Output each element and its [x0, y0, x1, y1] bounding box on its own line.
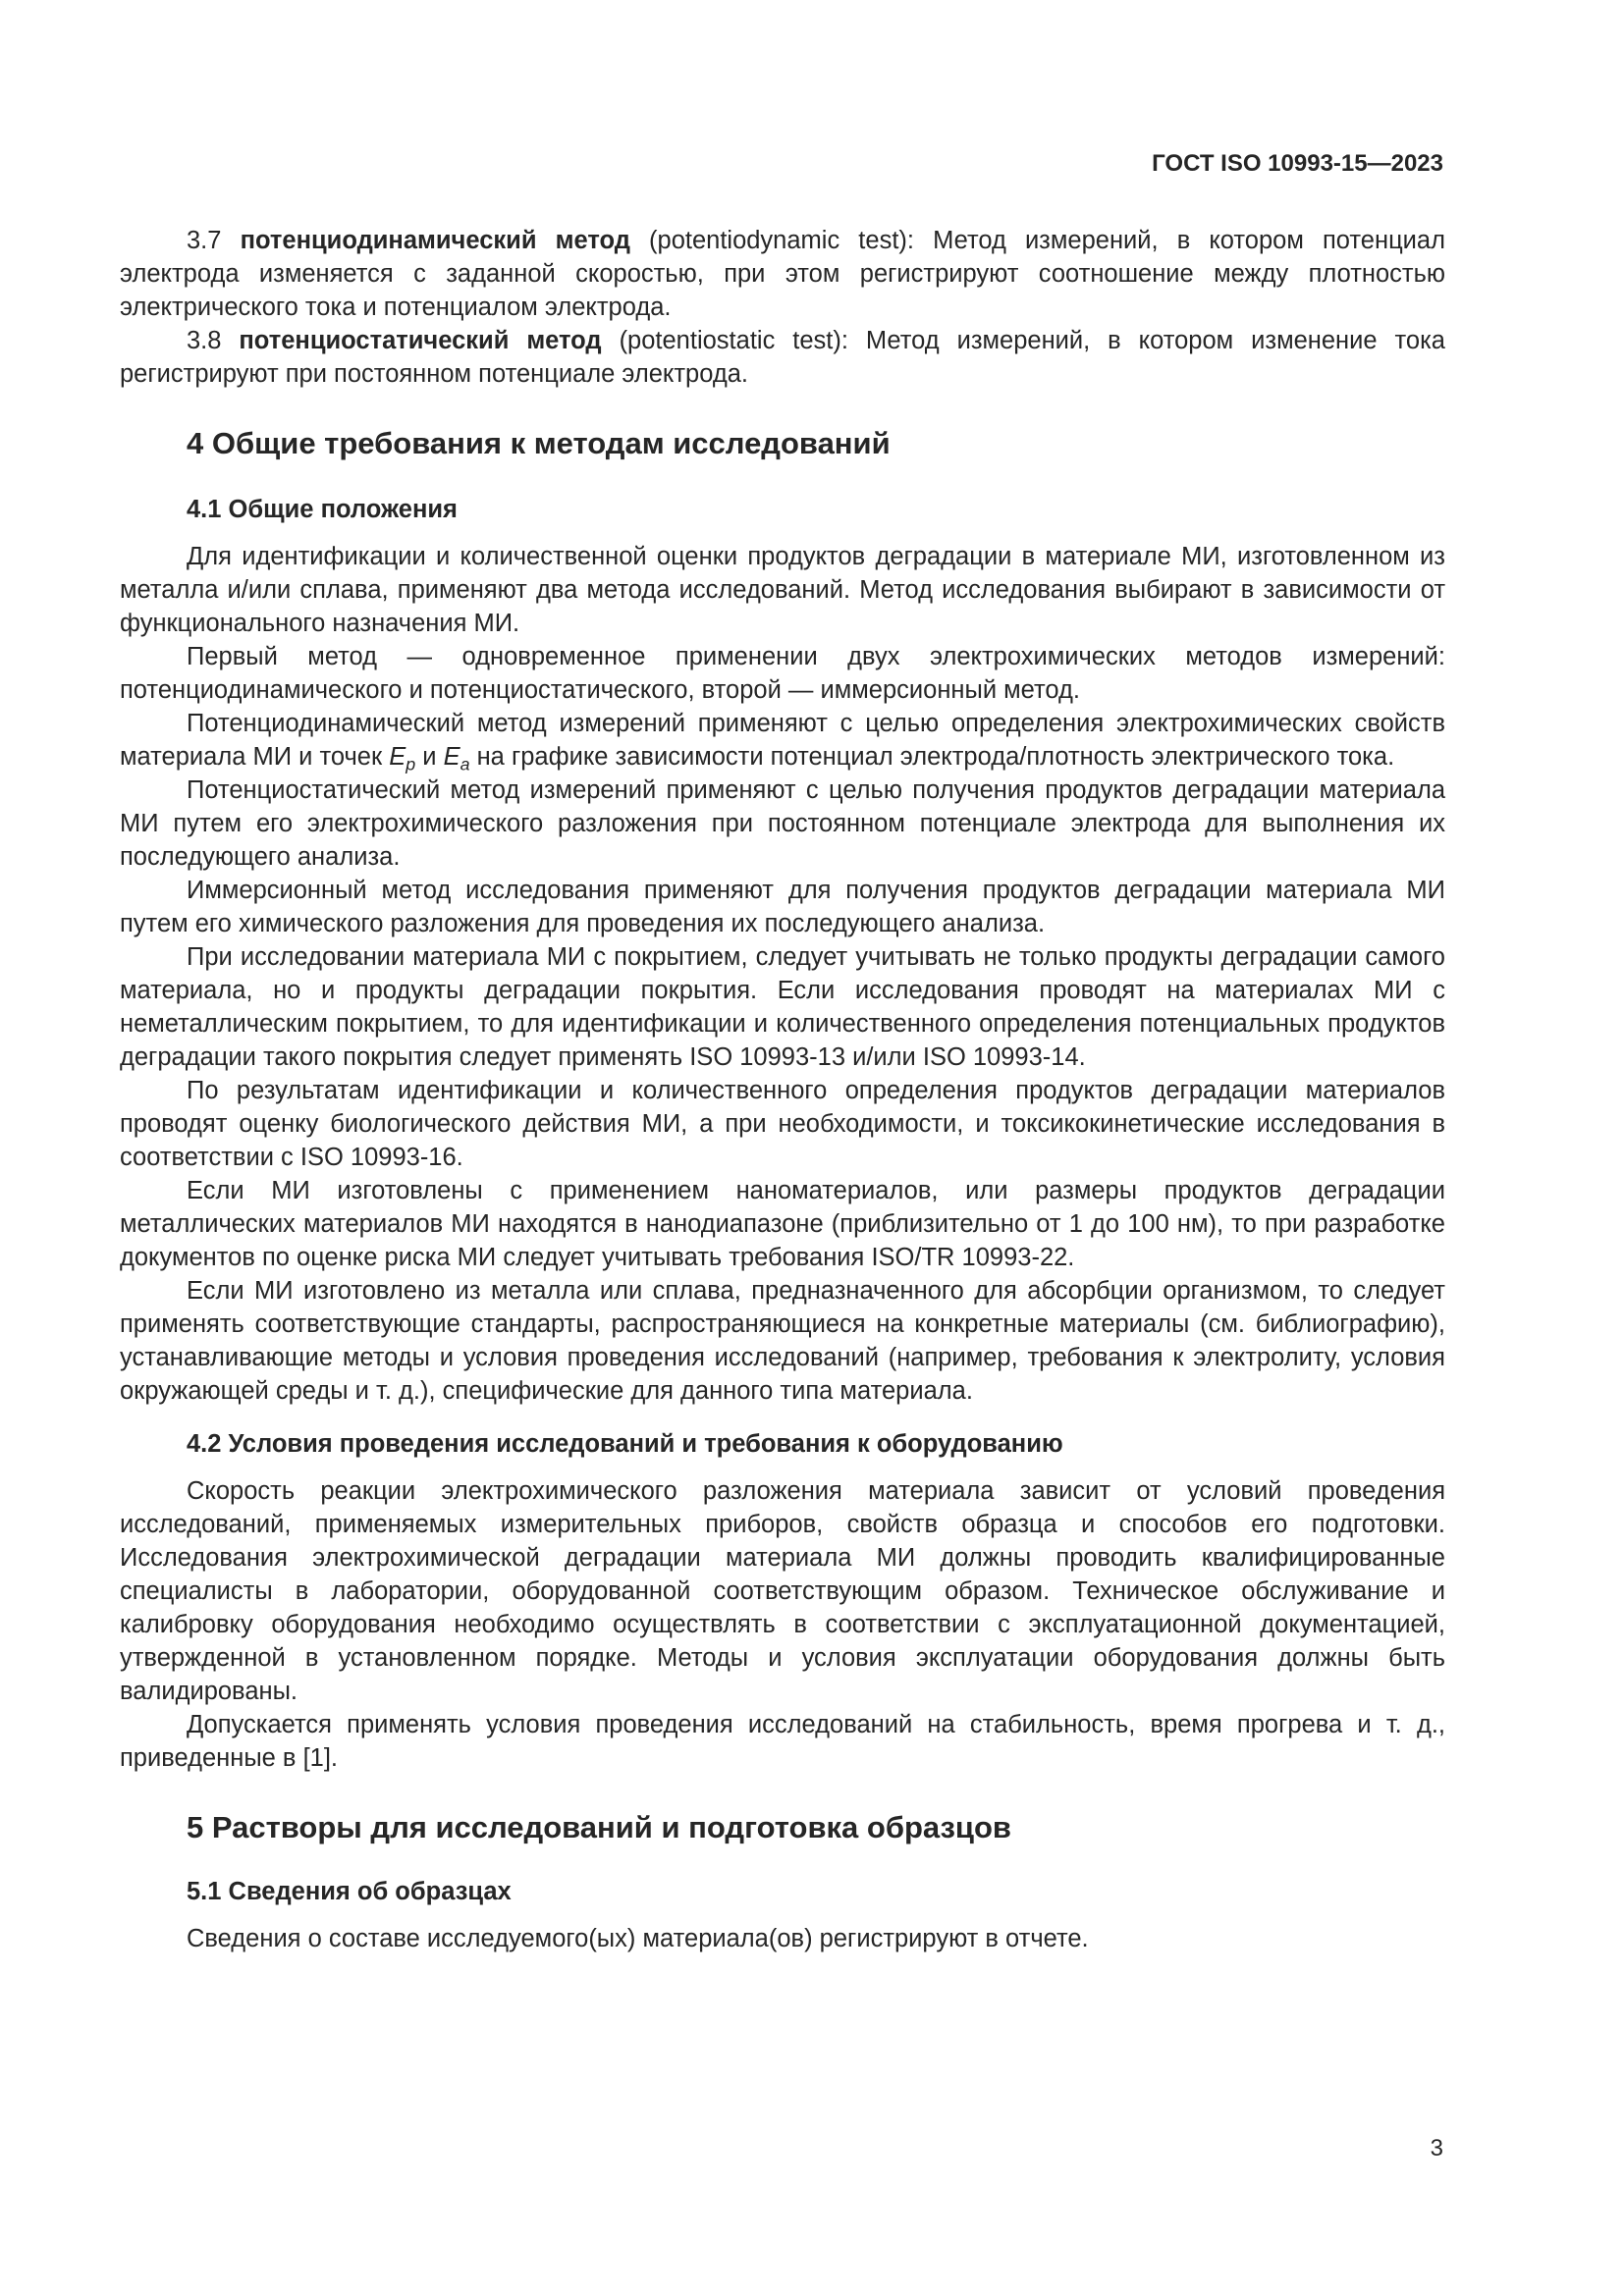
subsection-4-1-heading: 4.1 Общие положения	[187, 496, 458, 523]
symbol-e: E	[443, 743, 460, 771]
paragraph-potentiodynamic	[120, 707, 1445, 774]
section-5-heading: 5 Растворы для исследований и подготовка образцов	[187, 1810, 1011, 1844]
page-number: 3	[1430, 2135, 1443, 2162]
paragraph: По результатам идентификации и количественного определения продуктов деградации материалов проводят оценку биологического действия МИ, а при необходимости, и токсикокинетические исследования в соответствии с ISO 10993-16.	[120, 1077, 1445, 1171]
definition-term: потенциодинамический метод	[240, 227, 630, 254]
paragraph: Для идентификации и количественной оценки продуктов деградации в материале МИ, изготовленном из металла и/или сплава, применяют два метода исследований. Метод исследования выбирают в зависимости от функционального назначения МИ.	[120, 543, 1445, 637]
subscript: p	[406, 754, 416, 774]
paragraph: Потенциостатический метод измерений применяют с целью получения продуктов деградации материала МИ путем его электрохимического разложения при постоянном потенциале электрода для выполнения их последующего анализа.	[120, 776, 1445, 871]
definition-3-8	[120, 324, 1445, 391]
subsection-4-2-heading: 4.2 Условия проведения исследований и требования к оборудованию	[187, 1430, 1063, 1458]
document-code: ГОСТ ISO 10993-15—2023	[1152, 150, 1443, 177]
subscript: a	[460, 754, 470, 774]
definition-text: (potentiodynamic test): Метод измерений, в котором потенциал электрода изменяется с заданной скоростью, при этом регистрируют соотношение между плотностью электрического тока и потенциалом электрода.	[120, 227, 1445, 321]
definition-term: потенциостатический метод	[239, 327, 602, 354]
subsection-5-1-heading: 5.1 Сведения об образцах	[187, 1878, 512, 1905]
definition-text: (potentiostatic test): Метод измерений, в котором изменение тока регистрируют при постоянном потенциале электрода.	[120, 327, 1445, 388]
paragraph: Первый метод — одновременное применении двух электрохимических методов измерений: потенциодинамического и потенциостатического, второй — иммерсионный метод.	[120, 643, 1445, 704]
definition-number: 3.7	[187, 227, 222, 254]
paragraph: Иммерсионный метод исследования применяют для получения продуктов деградации материала МИ путем его химического разложения для проведения их последующего анализа.	[120, 877, 1445, 937]
paragraph: При исследовании материала МИ с покрытием, следует учитывать не только продукты деградации самого материала, но и продукты деградации покрытия. Если исследования проводят на материалах МИ с неметаллическим покрытием, то для идентификации и количественного определения потенциальных продуктов деградации такого покрытия следует применять ISO 10993-13 и/или ISO 10993-14.	[120, 943, 1445, 1071]
paragraph: Если МИ изготовлено из металла или сплава, предназначенного для абсорбции организмом, то следует применять соответствующие стандарты, распространяющиеся на конкретные материалы (см. библиографию), устанавливающие методы и условия проведения исследований (например, требования к электролиту, условия окружающей среды и т. д.), специфические для данного типа материала.	[120, 1277, 1445, 1405]
definition-3-7	[120, 224, 1445, 324]
page-content	[120, 224, 1445, 1955]
text-run: и	[415, 743, 444, 771]
paragraph: Скорость реакции электрохимического разложения материала зависит от условий проведения исследований, применяемых измерительных приборов, свойств образца и способов его подготовки. Исследования электрохимической деградации материала МИ должны проводить квалифицированные специалисты в лаборатории, оборудованной соответствующим образом. Техническое обслуживание и калибровку оборудования необходимо осуществлять в соответствии с эксплуатационной документацией, утвержденной в установленном порядке. Методы и условия эксплуатации оборудования должны быть валидированы.	[120, 1477, 1445, 1705]
section-4-heading: 4 Общие требования к методам исследований	[187, 426, 891, 460]
paragraph: Сведения о составе исследуемого(ых) материала(ов) регистрируют в отчете.	[187, 1925, 1089, 1952]
text-run: Потенциодинамический метод измерений применяют с целью определения электрохимических свойств материала МИ и точек	[120, 710, 1445, 771]
symbol-e: E	[389, 743, 406, 771]
text-run: на графике зависимости потенциал электрода/плотность электрического тока.	[469, 743, 1395, 771]
paragraph: Допускается применять условия проведения исследований на стабильность, время прогрева и т. д., приведенные в [1].	[120, 1711, 1445, 1772]
paragraph: Если МИ изготовлены с применением наноматериалов, или размеры продуктов деградации металлических материалов МИ находятся в нанодиапазоне (приблизительно от 1 до 100 нм), то при разработке документов по оценке риска МИ следует учитывать требования ISO/TR 10993-22.	[120, 1177, 1445, 1271]
definition-number: 3.8	[187, 327, 222, 354]
